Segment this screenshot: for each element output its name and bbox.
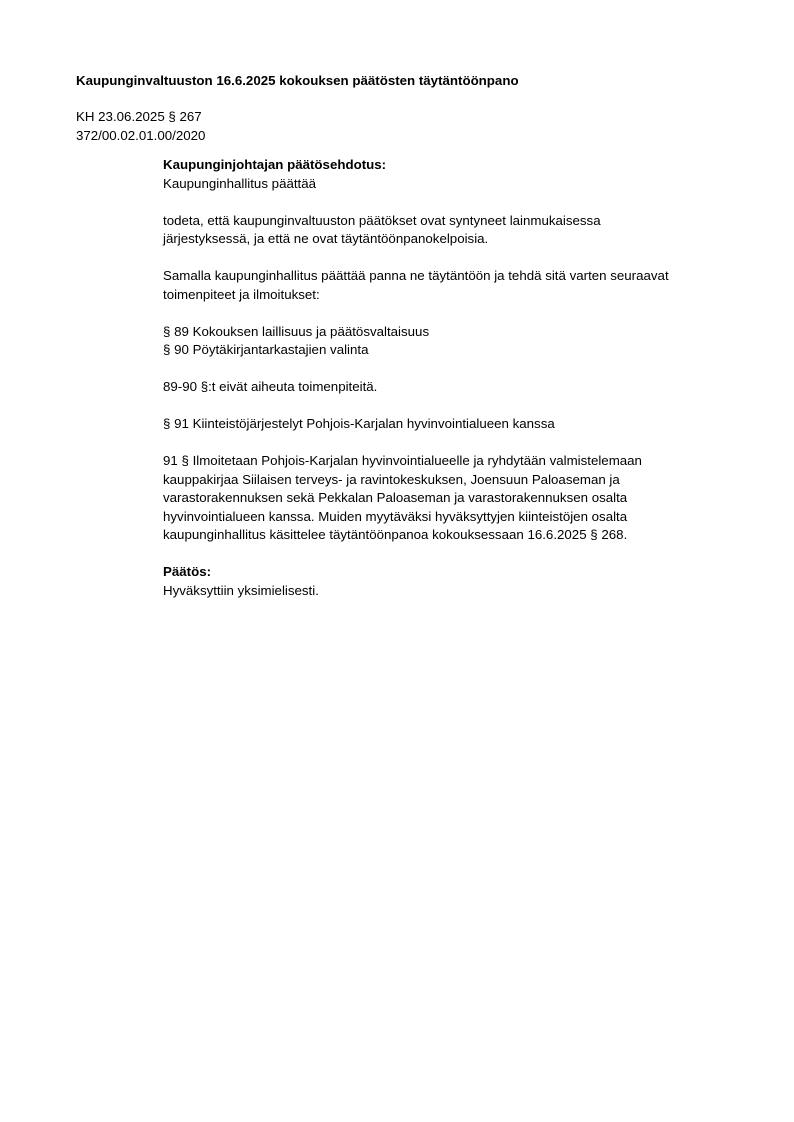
decision-text: Hyväksyttiin yksimielisesti.	[163, 582, 319, 598]
meeting-reference: KH 23.06.2025 § 267	[76, 109, 202, 124]
paragraph-line: kauppakirjaa Siilaisen terveys- ja ravintokeskuksen, Joensuun Paloaseman ja	[163, 471, 620, 487]
paragraph-line: toimenpiteet ja ilmoitukset:	[163, 286, 320, 302]
decision-section	[163, 563, 733, 600]
proposal-heading: Kaupunginjohtajan päätösehdotus:	[163, 157, 387, 172]
proposal-paragraph-1	[163, 212, 733, 249]
paragraph-line: järjestyksessä, ja että ne ovat täytäntöönpanokelpoisia.	[163, 231, 489, 246]
paragraph-line: kaupunginhallitus käsittelee täytäntöönpanoa kokouksessaan 16.6.2025 § 268.	[163, 527, 628, 542]
proposal-paragraph-2	[163, 267, 733, 304]
section-item-90: § 90 Pöytäkirjantarkastajien valinta	[163, 342, 369, 357]
proposal-section	[163, 156, 733, 193]
section-list	[163, 323, 733, 360]
section-91	[163, 415, 733, 434]
paragraph-line: 91 § Ilmoitetaan Pohjois-Karjalan hyvinvointialueelle ja ryhdytään valmistelemaan	[163, 453, 642, 468]
no-action-text: 89-90 §:t eivät aiheuta toimenpiteitä.	[163, 379, 378, 394]
no-action-note	[163, 378, 733, 397]
document-title: Kaupunginvaltuuston 16.6.2025 kokouksen päätösten täytäntöönpano	[76, 73, 519, 88]
paragraph-line: Samalla kaupunginhallitus päättää panna ne täytäntöön ja tehdä sitä varten seuraavat	[163, 268, 669, 283]
case-number: 372/00.02.01.00/2020	[76, 127, 206, 143]
document-body	[163, 156, 733, 619]
paragraph-line: todeta, että kaupunginvaltuuston päätökset ovat syntyneet lainmukaisessa	[163, 212, 601, 228]
proposal-intro: Kaupunginhallitus päättää	[163, 175, 317, 191]
decision-heading: Päätös:	[163, 564, 212, 579]
paragraph-line: varastorakennuksen sekä Pekkalan Paloaseman ja varastorakennuksen osalta	[163, 490, 628, 505]
section-item-91: § 91 Kiinteistöjärjestelyt Pohjois-Karjalan hyvinvointialueen kanssa	[163, 416, 555, 431]
section-item-89: § 89 Kokouksen laillisuus ja päätösvaltaisuus	[163, 323, 430, 339]
document-meta	[76, 108, 205, 145]
section-91-paragraph	[163, 452, 733, 545]
paragraph-line: hyvinvointialueen kanssa. Muiden myytäväksi hyväksyttyjen kiinteistöjen osalta	[163, 508, 628, 524]
